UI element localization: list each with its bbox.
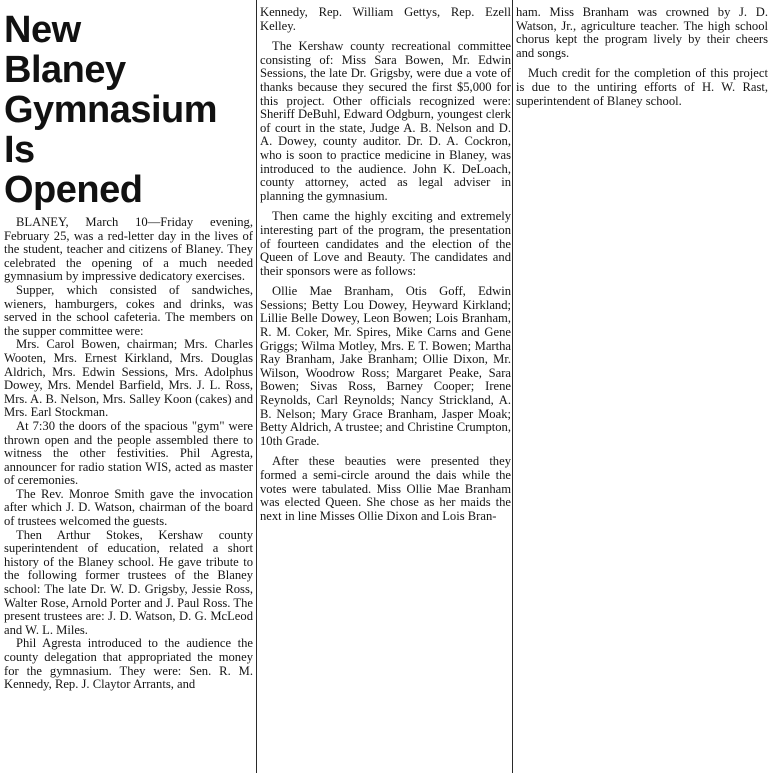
headline-line-2: Gymnasium: [4, 89, 218, 131]
paragraph: Kennedy, Rep. William Gettys, Rep. Ezell Kelley.: [260, 6, 511, 33]
headline-line-3: Is Opened: [4, 129, 143, 211]
paragraph: Mrs. Carol Bowen, chairman; Mrs. Charles Wooten, Mrs. Ernest Kirkland, Mrs. Douglas Aldrich, Mrs. Edwin Sessions, Mrs. Adolphus Dowey, Mrs. Mendel Barfield, Mrs. J. L. Ross, Mrs. A. B. Nelson, Mrs. Salley Koon (cakes) and Mrs. Earl Stockman.: [4, 337, 253, 420]
dateline-paragraph: BLANEY, March 10—Friday evening, February 25, was a red-letter day in the lives of the student, teacher and citizens of Blaney. They celebrated the opening of a much needed gymnasium by impressive dedicatory exercises.: [4, 215, 253, 284]
column-divider: [512, 0, 513, 773]
article-column-3: [516, 6, 768, 206]
paragraph: Phil Agresta introduced to the audience the county delegation that appropriated the money for the gymnasium. They were: Sen. R. M. Kennedy, Rep. J. Claytor Arrants, and: [4, 636, 253, 692]
column-divider: [256, 0, 257, 773]
headline-line-1: New Blaney: [4, 9, 126, 91]
paragraph: The Rev. Monroe Smith gave the invocation after which J. D. Watson, chairman of the board of trustees welcomed the guests.: [4, 486, 253, 529]
paragraph: After these beauties were presented they formed a semi-circle around the dais while the votes were tabulated. Miss Ollie Mae Branham was elected Queen. She chose as her maids the next in line Misses Ollie Dixon and Lois Bran-: [260, 454, 511, 523]
article-column-1: [4, 6, 253, 773]
paragraph: Then Arthur Stokes, Kershaw county superintendent of education, related a short history of the Blaney school. He gave tribute to the following former trustees of the Blaney school: The late Dr. W. D. Grigsby, Jessie Ross, Walter Rose, Arnold Porter and J. Paul Ross. The present trustees are: J. D. Watson, D. G. McLeod and W. L. Miles.: [4, 527, 253, 637]
paragraph: At 7:30 the doors of the spacious "gym" were thrown open and the people assembled there to witness the other festivities. Phil Agresta, announcer for radio station WIS, acted as master of ceremonies.: [4, 418, 253, 488]
paragraph: Supper, which consisted of sandwiches, wieners, hamburgers, cokes and drinks, was served in the school cafeteria. The members on the supper committee were:: [4, 282, 253, 338]
paragraph: The Kershaw county recreational committee consisting of: Miss Sara Bowen, Mr. Edwin Sessions, the late Dr. Grigsby, were due a vote of thanks because they secured the first $5,000 for this project. Other officials recognized were: Sheriff DeBuhl, Edward Odgburn, youngest clerk of court in the state, Judge A. B. Nelson and D. A. Dowey, county auditor. Dr. D. A. Cockron, who is soon to practice medicine in Blaney, was introduced to the audience. John K. DeLoach, county attorney, acted as legal adviser in planning the gymnasium.: [260, 39, 511, 203]
paragraph: ham. Miss Branham was crowned by J. D. Watson, Jr., agriculture teacher. The high school chorus kept the program lively by their cheers and songs.: [516, 6, 768, 60]
headline: [4, 9, 218, 211]
paragraph: Ollie Mae Branham, Otis Goff, Edwin Sessions; Betty Lou Dowey, Heyward Kirkland; Lillie Belle Dowey, Leon Bowen; Lois Branham, R. M. Coker, Mr. Spires, Mike Carns and Gene Griggs; Wilma Motley, Mrs. E T. Bowen; Martha Ray Branham, Jake Branham; Ollie Dixon, Mr. Wilson, Woodrow Ross; Margaret Peake, Sara Bowen; Sivas Ross, Barney Cooper; Irene Reynolds, Carl Reynolds; Nancy Strickland, A. B. Nelson; Mary Grace Branham, Jasper Moak; Betty Aldrich, A trustee; and Christine Crumpton, 10th Grade.: [260, 284, 511, 448]
article-column-2: [260, 6, 511, 773]
paragraph: Much credit for the completion of this project is due to the untiring efforts of H. W. Rast, superintendent of Blaney school.: [516, 66, 768, 108]
paragraph: Then came the highly exciting and extremely interesting part of the program, the presentation of fourteen candidates and the election of the Queen of Love and Beauty. The candidates and their sponsors were as follows:: [260, 209, 511, 278]
